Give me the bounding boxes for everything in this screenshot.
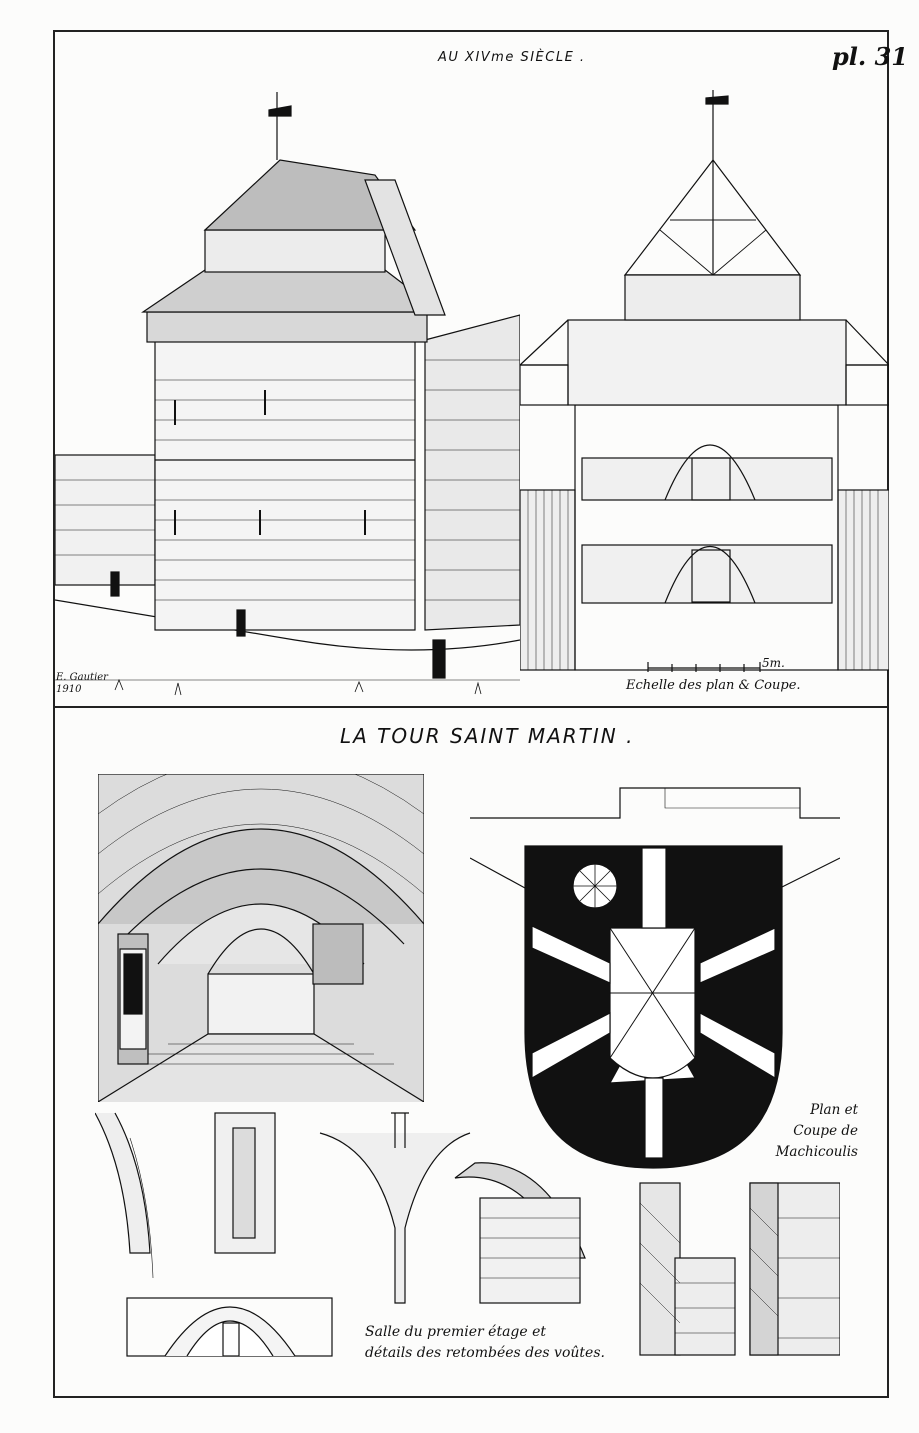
tower-perspective-drawing [55, 80, 520, 706]
artist-signature [56, 672, 126, 696]
machicolation-caption-line-1: Plan et [810, 1102, 858, 1118]
scale-caption: Echelle des plan & Coupe. [626, 678, 801, 693]
salle-caption-line-1: Salle du premier étage et [365, 1324, 547, 1340]
salle-caption-line-2: détails des retombées des voûtes. [365, 1345, 605, 1361]
machicolation-caption-line-2: Coupe de [793, 1123, 858, 1139]
century-heading: AU XIVme SIÈCLE . [438, 50, 586, 65]
plate-number: pl. 31 [832, 42, 909, 71]
machicolation-caption-line-3: Machicoulis [775, 1144, 858, 1160]
signature-year: 1910 [56, 684, 82, 695]
tower-section-drawing [520, 80, 889, 680]
scale-5m-label: 5m. [762, 656, 785, 670]
salle-caption [365, 1322, 635, 1364]
signature-name: E. Gautier [56, 672, 108, 683]
plate-title: LA TOUR SAINT MARTIN . [340, 724, 635, 748]
section-divider [53, 706, 889, 708]
vaulted-room-drawing [98, 774, 424, 1102]
